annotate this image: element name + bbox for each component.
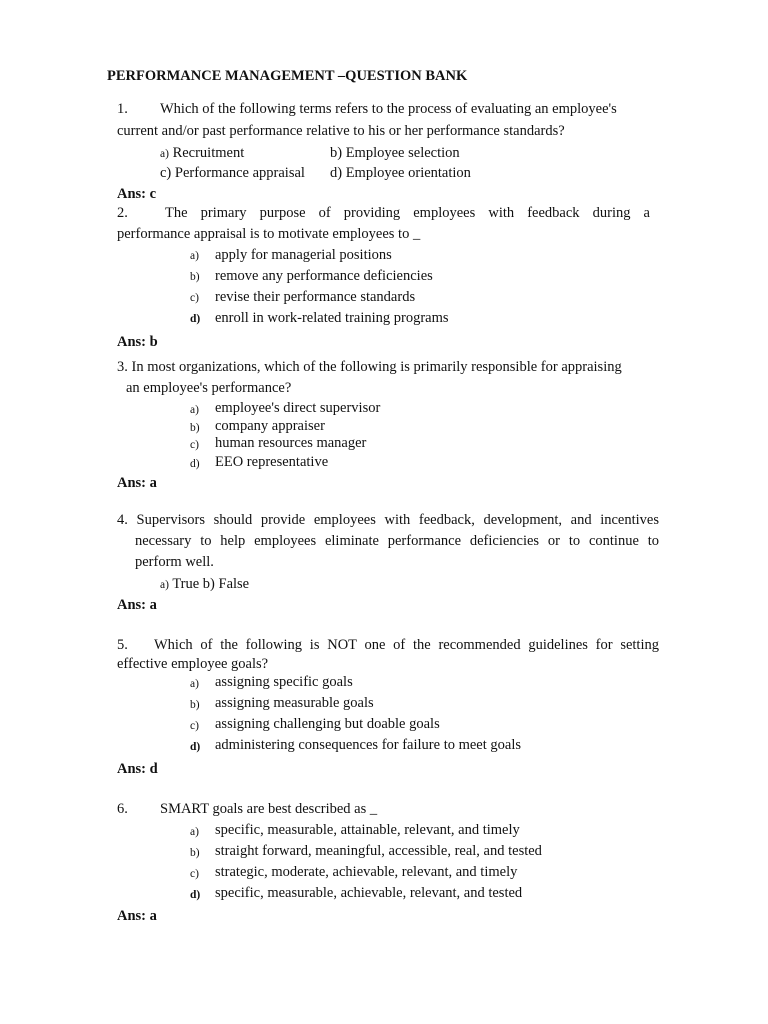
option-text: assigning specific goals: [215, 674, 353, 690]
question-text-line: The primary purpose of providing employees with feedback during a: [165, 205, 650, 221]
option-text: strategic, moderate, achievable, relevant, and timely: [215, 864, 518, 880]
question-text-line: 4. Supervisors should provide employees with feedback, development, and incentives: [117, 512, 659, 528]
option-text: True b) False: [172, 576, 250, 592]
answer: Ans: a: [117, 908, 157, 924]
option-text: employee's direct supervisor: [215, 400, 381, 416]
option-letter: c): [190, 292, 199, 304]
option-letter: d): [190, 889, 201, 901]
option-d: d) Employee orientation: [330, 165, 471, 181]
option-text: assigning measurable goals: [215, 695, 374, 711]
option-letter: d): [190, 741, 201, 753]
option-letter: a): [190, 250, 199, 262]
question-number: 1.: [117, 101, 128, 117]
option-text: Recruitment: [172, 145, 245, 161]
question-text-line: performance appraisal is to motivate employees to _: [117, 226, 421, 242]
answer: Ans: b: [117, 334, 158, 350]
question-text-line: current and/or past performance relative to his or her performance standards?: [117, 123, 565, 139]
question-text-line: effective employee goals?: [117, 656, 269, 672]
answer: Ans: a: [117, 475, 157, 491]
option-b: b) Employee selection: [330, 145, 460, 161]
question-text-line: Which of the following terms refers to the process of evaluating an employee's: [160, 101, 617, 117]
options-line: [160, 574, 249, 595]
option-text: remove any performance deficiencies: [215, 268, 433, 284]
option-c: c) Performance appraisal: [160, 165, 305, 181]
option-letter: c): [190, 439, 199, 451]
option-text: administering consequences for failure to meet goals: [215, 737, 522, 753]
option-letter: b): [190, 699, 200, 711]
page-title: PERFORMANCE MANAGEMENT –QUESTION BANK: [107, 68, 468, 84]
question-number: 6.: [117, 801, 128, 817]
question-number: 2.: [117, 205, 128, 221]
option-letter: c): [190, 720, 199, 732]
option-text: specific, measurable, attainable, relevant, and timely: [215, 822, 520, 838]
option-text: specific, measurable, achievable, relevant, and tested: [215, 885, 523, 901]
option-text: company appraiser: [215, 418, 325, 434]
answer: Ans: d: [117, 761, 158, 777]
question-text-line: Which of the following is NOT one of the recommended guidelines for setting: [154, 637, 659, 653]
option-letter: c): [190, 868, 199, 880]
option-letter: a): [160, 579, 169, 591]
option-letter: d): [190, 458, 200, 470]
option-text: EEO representative: [215, 454, 329, 470]
answer: Ans: a: [117, 597, 157, 613]
option-text: assigning challenging but doable goals: [215, 716, 440, 732]
question-text-line: SMART goals are best described as _: [160, 801, 378, 817]
question-text-line: an employee's performance?: [126, 380, 292, 396]
option-letter: a): [160, 148, 169, 160]
question-text-line: perform well.: [135, 554, 214, 570]
option-text: enroll in work-related training programs: [215, 310, 449, 326]
option-letter: b): [190, 422, 200, 434]
question-text-line: necessary to help employees eliminate performance deficiencies or to continue to: [135, 533, 659, 549]
option-text: revise their performance standards: [215, 289, 416, 305]
option-letter: a): [190, 678, 199, 690]
option-letter: b): [190, 271, 200, 283]
question-text-line: 3. In most organizations, which of the following is primarily responsible for appraising: [117, 359, 622, 375]
question-number: 5.: [117, 637, 128, 653]
option-letter: d): [190, 313, 201, 325]
option-letter: b): [190, 847, 200, 859]
option-a: [160, 143, 244, 164]
option-text: human resources manager: [215, 435, 367, 451]
option-letter: a): [190, 404, 199, 416]
answer: Ans: c: [117, 186, 157, 202]
option-text: straight forward, meaningful, accessible, real, and tested: [215, 843, 542, 859]
option-letter: a): [190, 826, 199, 838]
option-text: apply for managerial positions: [215, 247, 392, 263]
